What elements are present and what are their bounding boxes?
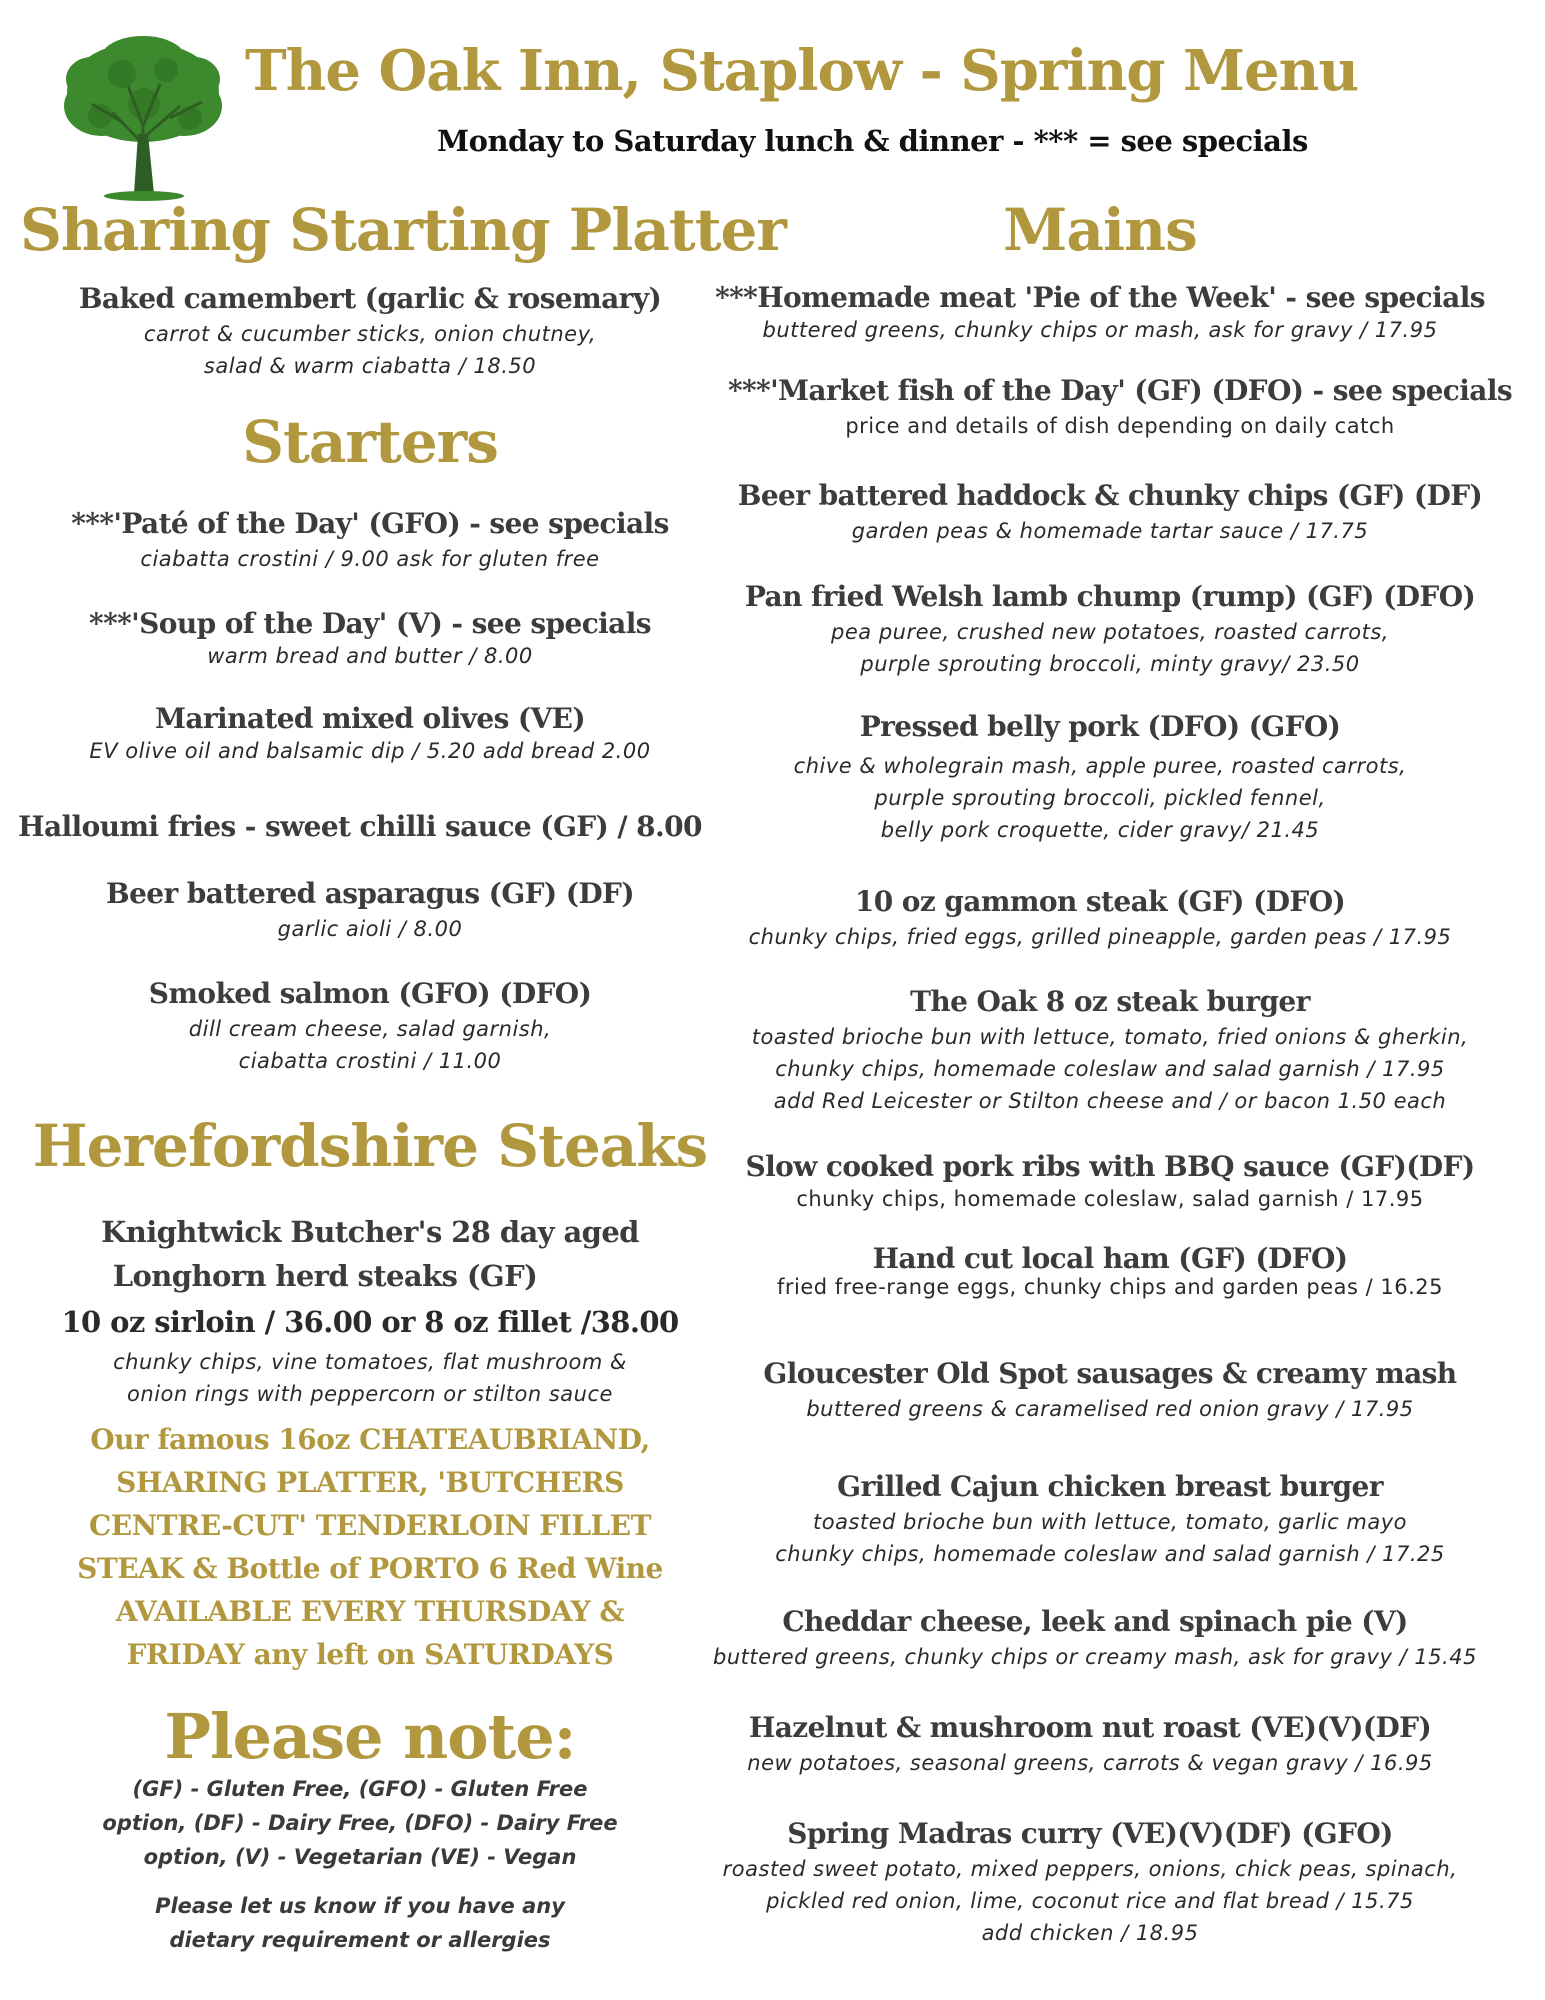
item-desc: garlic aioli / 8.00	[277, 917, 463, 941]
item-desc: chunky chips, homemade coleslaw and salad garnish / 17.95	[775, 1057, 1445, 1081]
starter-item	[20, 605, 720, 669]
promo-line: Our famous 16oz CHATEAUBRIAND,	[90, 1423, 650, 1456]
chateaubriand-promo	[30, 1418, 710, 1676]
item-desc: dill cream cheese, salad garnish,	[188, 1017, 552, 1041]
item-name: Pressed belly pork (DFO) (GFO)	[859, 710, 1341, 743]
item-desc: buttered greens, chunky chips or mash, ask for gravy / 17.95	[762, 318, 1438, 342]
item-desc: salad & warm ciabatta / 18.50	[203, 354, 537, 378]
main-item	[685, 1603, 1505, 1673]
item-desc: garden peas & homemade tartar sauce / 17.75	[851, 519, 1369, 543]
note-heading: Please note:	[164, 1700, 576, 1773]
item-name: Baked camembert (garlic & rosemary)	[78, 282, 662, 315]
main-item	[680, 1709, 1500, 1779]
item-desc: toasted brioche bun with lettuce, tomato, fried onions & gherkin,	[751, 1025, 1469, 1049]
starter-item	[20, 975, 720, 1077]
note-line: option, (DF) - Dairy Free, (DFO) - Dairy Free	[102, 1811, 618, 1835]
starter-item	[20, 700, 720, 764]
item-desc: chunky chips, homemade coleslaw and salad garnish / 17.25	[775, 1542, 1445, 1566]
note-line: (GF) - Gluten Free, (GFO) - Gluten Free	[132, 1777, 588, 1801]
item-name: ***'Market fish of the Day' (GF) (DFO) - see specials	[727, 374, 1513, 407]
item-name: Cheddar cheese, leek and spinach pie (V)	[782, 1605, 1408, 1638]
menu-title: The Oak Inn, Staplow - Spring Menu	[245, 38, 1359, 104]
sharing-item	[20, 280, 720, 382]
main-item	[700, 1355, 1520, 1425]
item-desc: purple sprouting broccoli, minty gravy/ 23.50	[860, 652, 1360, 676]
item-name: Spring Madras curry (VE)(V)(DF) (GFO)	[787, 1817, 1393, 1850]
item-desc: chunky chips, vine tomatoes, flat mushroom &	[113, 1350, 627, 1374]
main-item	[680, 1815, 1500, 1949]
oak-tree-icon	[62, 34, 224, 202]
steak-line: Knightwick Butcher's 28 day aged	[101, 1215, 639, 1249]
item-name: ***'Paté of the Day' (GFO) - see specials	[71, 507, 669, 540]
item-desc: purple sprouting broccoli, pickled fennel,	[874, 786, 1326, 810]
item-desc: buttered greens & caramelised red onion gravy / 17.95	[806, 1397, 1414, 1421]
steaks-heading: Herefordshire Steaks	[32, 1112, 708, 1180]
item-name: Halloumi fries - sweet chilli sauce (GF) / 8.00	[18, 810, 702, 843]
main-item	[720, 372, 1520, 442]
item-name: 10 oz gammon steak (GF) (DFO)	[854, 885, 1346, 918]
note-line: option, (V) - Vegetarian (VE) - Vegan	[143, 1845, 577, 1869]
item-desc: add Red Leicester or Stilton cheese and / or bacon 1.50 each	[773, 1089, 1447, 1113]
item-name: Slow cooked pork ribs with BBQ sauce (GF)(DF)	[745, 1150, 1475, 1183]
item-desc: onion rings with peppercorn or stilton sauce	[127, 1382, 613, 1406]
item-name: Marinated mixed olives (VE)	[154, 702, 586, 735]
item-name: Hazelnut & mushroom nut roast (VE)(V)(DF)	[748, 1711, 1432, 1744]
item-desc: roasted sweet potato, mixed peppers, onions, chick peas, spinach,	[722, 1857, 1458, 1881]
item-desc: pickled red onion, lime, coconut rice and flat bread / 15.75	[766, 1889, 1414, 1913]
item-desc: belly pork croquette, cider gravy/ 21.45	[880, 818, 1320, 842]
main-item	[700, 883, 1500, 953]
item-desc: buttered greens, chunky chips or creamy mash, ask for gravy / 15.45	[713, 1645, 1477, 1669]
item-name: Smoked salmon (GFO) (DFO)	[148, 977, 592, 1010]
item-desc: fried free-range eggs, chunky chips and garden peas / 16.25	[777, 1275, 1443, 1299]
main-item	[700, 1148, 1520, 1212]
menu-subtitle: Monday to Saturday lunch & dinner - *** = see specials	[437, 124, 1308, 158]
starter-item	[20, 505, 720, 575]
item-desc: chunky chips, fried eggs, grilled pineapple, garden peas / 17.95	[748, 925, 1452, 949]
item-name: Beer battered asparagus (GF) (DF)	[106, 877, 634, 910]
item-name: Grilled Cajun chicken breast burger	[837, 1470, 1383, 1503]
item-desc: ciabatta crostini / 9.00 ask for gluten free	[140, 547, 600, 571]
item-name: Pan fried Welsh lamb chump (rump) (GF) (DFO)	[744, 580, 1476, 613]
item-desc: toasted brioche bun with lettuce, tomato, garlic mayo	[812, 1510, 1407, 1534]
item-desc: chunky chips, homemade coleslaw, salad garnish / 17.95	[796, 1187, 1424, 1211]
main-item	[700, 983, 1520, 1117]
item-name: Hand cut local ham (GF) (DFO)	[872, 1242, 1348, 1275]
item-desc: add chicken / 18.95	[981, 1921, 1199, 1945]
steak-price: 10 oz sirloin / 36.00 or 8 oz fillet /38.00	[61, 1305, 679, 1339]
dietary-key	[60, 1772, 660, 1874]
note-line: Please let us know if you have any	[155, 1894, 565, 1918]
item-name: ***Homemade meat 'Pie of the Week' - see specials	[715, 281, 1485, 314]
item-name: Beer battered haddock & chunky chips (GF) (DF)	[737, 479, 1483, 512]
main-item	[700, 279, 1500, 343]
promo-line: AVAILABLE EVERY THURSDAY &	[115, 1595, 625, 1628]
item-desc: price and details of dish depending on daily catch	[845, 414, 1395, 438]
starter-item	[20, 875, 720, 945]
item-name: Gloucester Old Spot sausages & creamy mash	[763, 1357, 1457, 1390]
main-item	[710, 578, 1510, 680]
promo-line: CENTRE-CUT' TENDERLOIN FILLET	[89, 1509, 651, 1542]
main-item	[700, 1468, 1520, 1570]
note-line: dietary requirement or allergies	[169, 1928, 551, 1952]
item-desc: carrot & cucumber sticks, onion chutney,	[143, 322, 597, 346]
item-desc: pea puree, crushed new potatoes, roasted carrots,	[831, 620, 1389, 644]
promo-line: FRIDAY any left on SATURDAYS	[126, 1638, 614, 1671]
item-desc: chive & wholegrain mash, apple puree, roasted carrots,	[793, 754, 1407, 778]
sharing-heading: Sharing Starting Platter	[20, 196, 786, 264]
item-name: ***'Soup of the Day' (V) - see specials	[89, 607, 651, 640]
item-name: The Oak 8 oz steak burger	[910, 985, 1310, 1018]
starters-heading: Starters	[242, 408, 498, 476]
promo-line: STEAK & Bottle of PORTO 6 Red Wine	[77, 1552, 663, 1585]
mains-heading: Mains	[1003, 196, 1197, 264]
main-item	[700, 708, 1500, 846]
steak-line: Longhorn herd steaks (GF)	[112, 1259, 538, 1293]
main-item	[710, 477, 1510, 547]
item-desc: ciabatta crostini / 11.00	[238, 1049, 502, 1073]
main-item	[700, 1242, 1520, 1298]
item-desc: EV olive oil and balsamic dip / 5.20 add bread 2.00	[89, 739, 651, 763]
item-desc: warm bread and butter / 8.00	[207, 644, 533, 668]
steak-item	[20, 1210, 720, 1410]
starter-item	[0, 808, 720, 846]
item-desc: new potatoes, seasonal greens, carrots & vegan gravy / 16.95	[747, 1751, 1433, 1775]
promo-line: SHARING PLATTER, 'BUTCHERS	[116, 1466, 624, 1499]
allergy-note	[60, 1889, 660, 1957]
